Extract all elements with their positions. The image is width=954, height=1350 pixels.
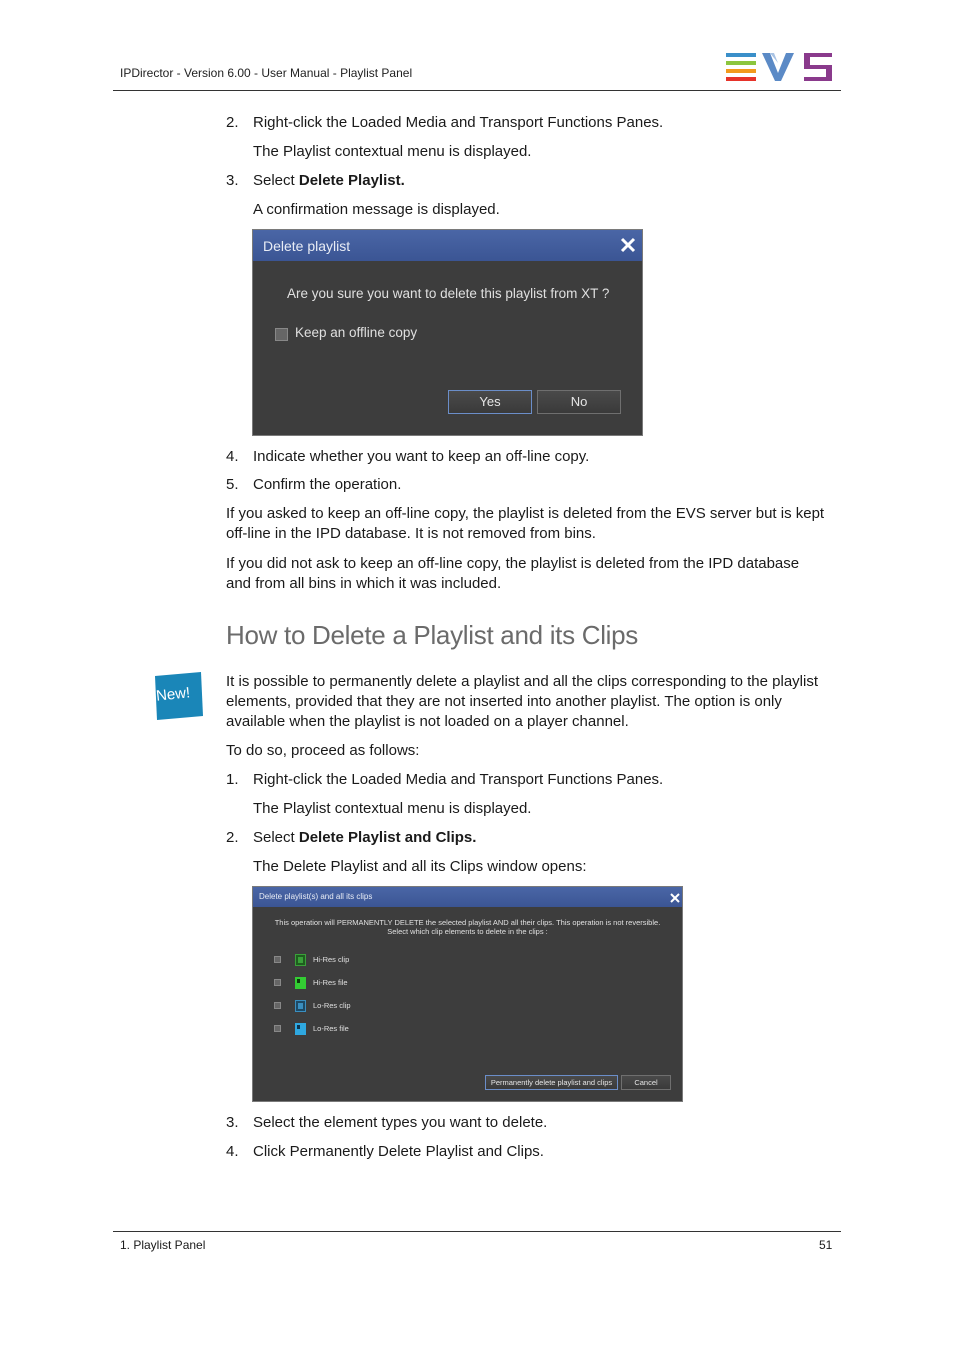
step-number: 3. — [226, 1114, 239, 1131]
option-label: Lo-Res file — [313, 1024, 349, 1033]
step-result: The Delete Playlist and all its Clips window opens: — [253, 858, 587, 875]
paragraph: It is possible to permanently delete a playlist and all the clips corresponding to the playlist elements, provided that they are not inserted into another playlist. The option is only available when the playlist is not loaded on a player channel. — [226, 673, 818, 730]
step-text: Click Permanently Delete Playlist and Clips. — [253, 1143, 544, 1160]
paragraph: If you asked to keep an off-line copy, the playlist is deleted from the EVS server but is kept off-line in the IPD database. It is not removed from bins. — [226, 505, 825, 542]
step-text: Confirm the operation. — [253, 476, 402, 493]
lo-res-file-icon — [295, 1022, 306, 1034]
step-command: Delete Playlist and Clips. — [298, 829, 477, 846]
step-text: Right-click the Loaded Media and Transport Functions Panes. — [253, 771, 664, 788]
new-badge-label: New! — [155, 684, 191, 705]
lo-res-clip-icon — [295, 999, 306, 1011]
option-label: Hi-Res clip — [313, 955, 350, 964]
step-text — [253, 171, 405, 191]
step-number: 4. — [226, 1143, 239, 1160]
cancel-button[interactable]: Cancel — [621, 1075, 671, 1090]
dialog-instruction: Select which clip elements to delete in the clips : — [387, 927, 548, 936]
section-title: How to Delete a Playlist and its Clips — [226, 620, 639, 650]
dialog-message: Are you sure you want to delete this playlist from XT ? — [287, 286, 610, 301]
page-number: 51 — [819, 1238, 833, 1252]
hi-res-clip-checkbox[interactable] — [274, 956, 281, 963]
step-command: Delete Playlist. — [298, 172, 405, 189]
paragraph: If you did not ask to keep an off-line copy, the playlist is deleted from the IPD database and from all bins in which it was included. — [226, 555, 800, 592]
hi-res-clip-icon — [295, 953, 306, 965]
step-number: 2. — [226, 114, 239, 131]
option-label: Lo-Res clip — [313, 1001, 351, 1010]
lo-res-file-checkbox[interactable] — [274, 1025, 281, 1032]
step-text: Select the element types you want to delete. — [253, 1114, 548, 1131]
checkbox-label: Keep an offline copy — [295, 325, 418, 340]
step-prefix: Select — [253, 172, 299, 189]
footer-rule — [113, 1231, 841, 1232]
step-text — [253, 828, 476, 848]
step-result: A confirmation message is displayed. — [253, 201, 500, 218]
header-text: IPDirector - Version 6.00 - User Manual - Playlist Panel — [120, 66, 413, 80]
step-result: The Playlist contextual menu is displayed. — [253, 143, 532, 160]
step-prefix: Select — [253, 829, 299, 846]
step-number: 2. — [226, 829, 239, 846]
header-rule — [113, 90, 841, 91]
dialog-titlebar — [253, 230, 642, 261]
delete-playlist-and-clips-dialog — [252, 886, 683, 1102]
evs-logo — [726, 53, 834, 81]
step-text: Right-click the Loaded Media and Transport Functions Panes. — [253, 114, 664, 131]
step-result: The Playlist contextual menu is displayed. — [253, 800, 532, 817]
dialog-title: Delete playlist(s) and all its clips — [259, 892, 373, 901]
no-button[interactable]: No — [537, 390, 621, 414]
new-badge — [153, 672, 203, 720]
yes-button[interactable]: Yes — [448, 390, 532, 414]
step-number: 4. — [226, 448, 239, 465]
step-number: 3. — [226, 172, 239, 189]
delete-playlist-dialog — [252, 229, 643, 436]
close-icon[interactable] — [669, 891, 681, 903]
step-number: 1. — [226, 771, 239, 788]
keep-offline-checkbox[interactable] — [275, 328, 288, 341]
paragraph: To do so, proceed as follows: — [226, 742, 420, 759]
step-number: 5. — [226, 476, 239, 493]
dialog-warning: This operation will PERMANENTLY DELETE the selected playlist AND all their clips. This operation is not reversible. — [274, 918, 661, 927]
dialog-titlebar — [253, 887, 682, 907]
option-label: Hi-Res file — [313, 978, 348, 987]
lo-res-clip-checkbox[interactable] — [274, 1002, 281, 1009]
dialog-title: Delete playlist — [263, 238, 351, 254]
permanently-delete-button[interactable]: Permanently delete playlist and clips — [485, 1075, 618, 1090]
close-icon[interactable] — [619, 236, 637, 254]
step-text: Indicate whether you want to keep an off-line copy. — [253, 448, 590, 465]
hi-res-file-icon — [295, 976, 306, 988]
hi-res-file-checkbox[interactable] — [274, 979, 281, 986]
footer-chapter: 1. Playlist Panel — [120, 1238, 206, 1252]
